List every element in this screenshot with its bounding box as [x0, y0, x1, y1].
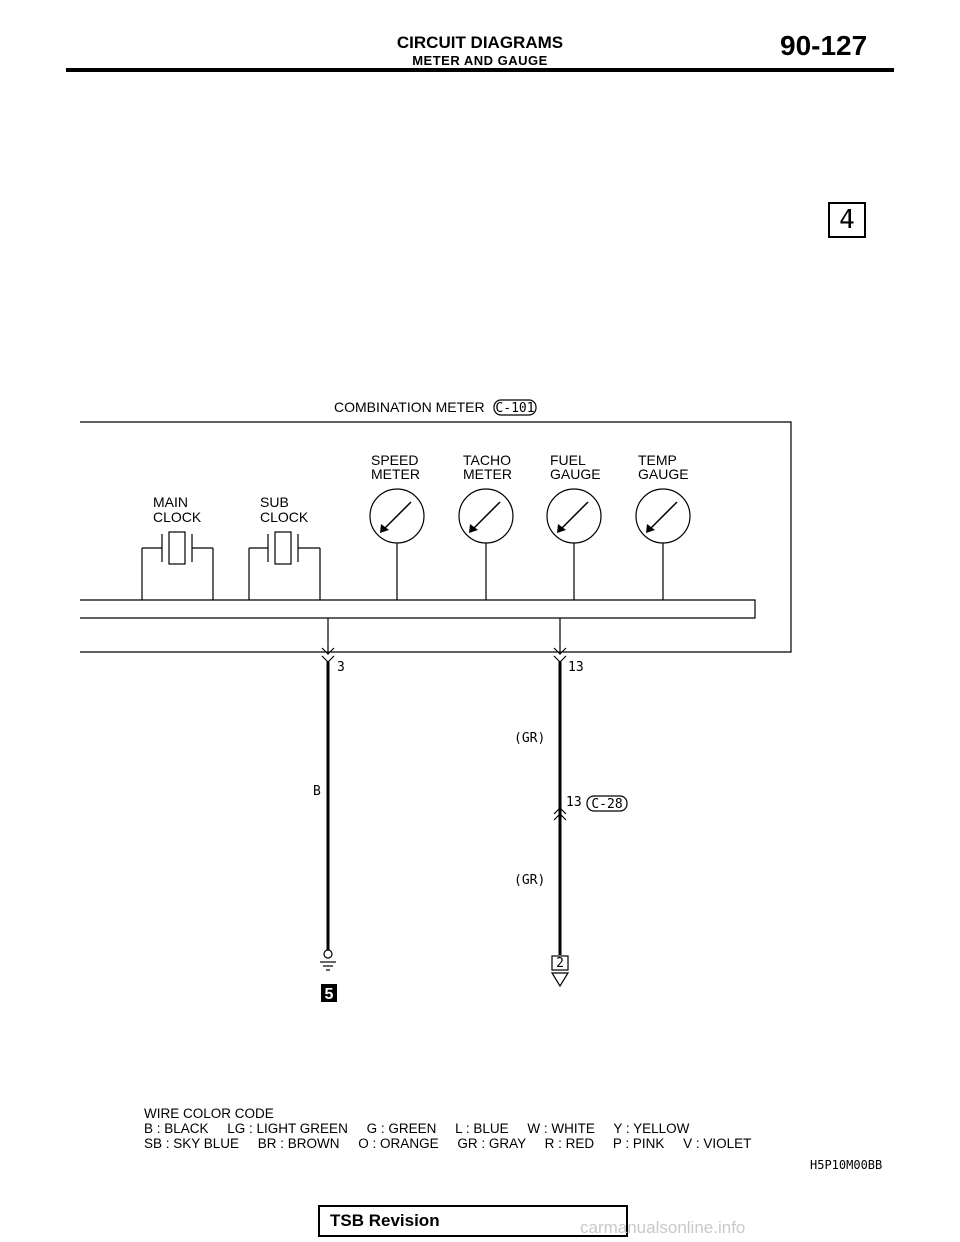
svg-text:MAIN: MAIN: [153, 494, 188, 510]
crystal-icon: [275, 532, 291, 564]
page-section-title: CIRCUIT DIAGRAMS: [396, 33, 564, 52]
speed-meter: [370, 452, 424, 600]
page-subsection-title: METER AND GAUGE: [412, 53, 548, 68]
svg-text:FUEL: FUEL: [550, 452, 586, 468]
pin-label: 3: [337, 660, 345, 675]
wire-color-label: B: [313, 784, 321, 799]
sub-clock: [249, 494, 320, 600]
page-number: 90-127: [780, 30, 868, 61]
internal-bus: [80, 600, 755, 618]
crystal-icon: [169, 532, 185, 564]
ground-icon: [324, 950, 332, 958]
sheet-marker: 4: [828, 202, 866, 238]
continuation-label: 2: [556, 956, 564, 971]
legend-row: SB : SKY BLUE BR : BROWN O : ORANGE GR : GRAY R : RED P : PINK V : VIOLET: [144, 1136, 752, 1151]
svg-text:TACHO: TACHO: [463, 452, 511, 468]
ground-ref-label: 5: [324, 986, 334, 1003]
connector-pin-icon: [322, 656, 334, 662]
tacho-meter: [459, 452, 513, 600]
junction-pin-label: 13: [566, 795, 582, 810]
svg-text:TEMP: TEMP: [638, 452, 677, 468]
tsb-revision-label: TSB Revision: [330, 1211, 440, 1230]
svg-text:GAUGE: GAUGE: [550, 466, 601, 482]
component-label: COMBINATION METER: [334, 399, 485, 415]
watermark: carmanualsonline.info: [580, 1218, 746, 1237]
figure-code: H5P10M00BB: [810, 1158, 883, 1172]
legend-title: WIRE COLOR CODE: [144, 1106, 274, 1121]
svg-text:METER: METER: [371, 466, 420, 482]
wire-color-label: (GR): [514, 873, 546, 888]
continuation-arrow-icon: [552, 973, 568, 986]
svg-text:SUB: SUB: [260, 494, 289, 510]
ground-wire: [313, 618, 345, 1003]
main-clock: [142, 494, 213, 600]
signal-wire: [514, 618, 627, 986]
pin-label: 13: [568, 660, 584, 675]
legend-row: B : BLACK LG : LIGHT GREEN G : GREEN L : BLUE W : WHITE Y : YELLOW: [144, 1121, 690, 1136]
svg-text:GAUGE: GAUGE: [638, 466, 689, 482]
temp-gauge: [636, 452, 690, 600]
connector-pin-icon: [554, 656, 566, 662]
svg-text:SPEED: SPEED: [371, 452, 419, 468]
junction-connector-label: C-28: [591, 797, 623, 812]
svg-text:CLOCK: CLOCK: [153, 509, 202, 525]
svg-text:METER: METER: [463, 466, 512, 482]
fuel-gauge: [547, 452, 601, 600]
wire-color-label: (GR): [514, 731, 546, 746]
svg-text:CLOCK: CLOCK: [260, 509, 309, 525]
component-connector-label: C-101: [495, 401, 535, 416]
wire-color-legend: [144, 1106, 751, 1151]
